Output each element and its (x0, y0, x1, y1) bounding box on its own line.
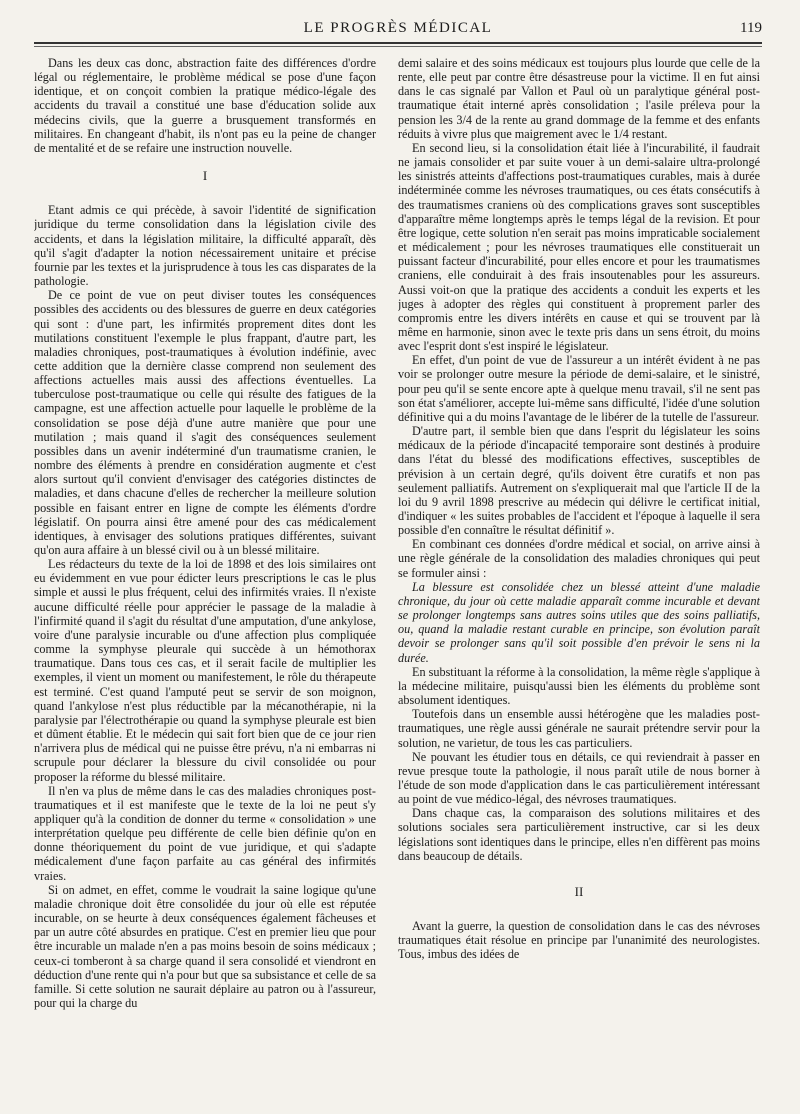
paragraph: En second lieu, si la consolidation était liée à l'incurabilité, il faudrait ne jamais consolider et par suite vouer à un demi-salaire ultra-prolongé les sinistrés atteints d'affections post-traumatiques curables, mais à durée indéterminée comme les névroses traumatiques, ou ces états consécutifs à des traumatismes craniens où des complications graves sont susceptibles d'apparaître même longtemps après le temps légal de la revision. Et pour être logique, cette solution n'en serait pas moins impraticable socialement et médicalement ; pour les névroses traumatiques elle constituerait un puissant facteur d'incurabilité, pour elles encore et pour les traumatismes craniens, elle conduirait à des frais insoutenables pour les assureurs. Aussi voit-on que la pratique des accidents a conduit les experts et les juges à adopter des règles qui constituent à proprement parler des compromis entre les divers intérêts en cause et qui se trouvent par là même en harmonie, sinon avec le texte pris dans un sens étroit, du moins avec l'esprit dont s'est inspiré le législateur. (398, 140, 760, 354)
paragraph: Avant la guerre, la question de consolidation dans le cas des névroses traumatiques était résolue en principe par l'unanimité des neurologistes. Tous, imbus des idées de (398, 919, 760, 962)
header-rule-thin (34, 46, 762, 47)
section-heading-ii: II (574, 883, 584, 899)
paragraph: Si on admet, en effet, comme le voudrait la saine logique qu'une maladie chronique doit être consolidée du jour où elle est réputée incurable, on se heurte à deux conséquences également fâcheuses et par un autre côté absurdes en pratique. C'est en premier lieu que pour être incurable un malade n'en a pas moins besoin de soins médicaux ; ceux-ci tomberont à sa charge quand il sera consolidé et viendront en déduction d'une rente qui n'a pour but que sa subsistance et celle de sa famille. Si cette solution ne saurait déplaire au patron ou à l'assureur, pour qui la charge du (34, 882, 376, 1010)
paragraph: Dans les deux cas donc, abstraction faite des différences d'ordre légal ou réglementaire, le problème médical se pose d'une façon identique, et on conçoit combien la pratique médico-légale des accidents du travail a constitué une base d'éducation solide aux médecins civils, que la guerre a brusquement transformés en militaires. En changeant d'habit, ils n'ont pas eu la peine de changer de mentalité et de se refaire une instruction nouvelle. (34, 56, 376, 155)
running-header (34, 16, 762, 42)
paragraph: De ce point de vue on peut diviser toutes les conséquences possibles des accidents ou des blessures de guerre en deux catégories qui sont : d'une part, les infirmités proprement dites dont les mutilations constituent l'exemple le plus frappant, d'autre part, les maladies chroniques, post-traumatiques à évolution indéfinie, avec cette addition que la dernière classe comprend non seulement des affections actuelles mais aussi des affections éventuelles. La tuberculose post-traumatique ou celle qui résulte des fatigues de la campagne, est une affection actuelle pour laquelle le problème de la consolidation se pose déjà d'une autre manière que pour une mutilation ; mais quand il s'agit des conséquences seulement possibles dans un avenir indéterminé d'un traumatisme cranien, le nombre des éléments à prendre en considération augmente et c'est alors surtout qu'il convient d'envisager des catégories distinctes de maladies, et dans chacune d'elles de rechercher la meilleure solution possible en faisant entrer en ligne de compte les éléments d'ordre législatif. On pourra ainsi être amené pour des cas médicalement identiques, à envisager des solutions pratiques différentes, suivant qu'on aura affaire à un blessé civil ou à un blessé militaire. (34, 288, 376, 557)
left-column (34, 56, 376, 1106)
paragraph: demi salaire et des soins médicaux est toujours plus lourde que celle de la rente, elle peut par contre être désastreuse pour la victime. Il en fut ainsi dans le cas signalé par Vallon et Paul où un paralytique général post-traumatique était interné après consolidation ; l'asile préleva pour la pension les 3/4 de la rente au grand dommage de la femme et des enfants réduits à vivre plus que maigrement avec le 1/4 restant. (398, 56, 760, 141)
paragraph: D'autre part, il semble bien que dans l'esprit du législateur les soins médicaux de la période d'incapacité temporaire sont destinés à produire dans l'état du blessé des modifications effectives, susceptibles de prévision à un certain degré, qu'ils doivent être curatifs et non pas seulement palliatifs. Autrement on s'expliquerait mal que l'article II de la loi du 9 avril 1898 prescrive au médecin qui délivre le certificat initial, d'indiquer « les suites probables de l'accident et l'époque à laquelle il sera possible d'en connaître le résultat définitif ». (398, 424, 760, 538)
paragraph: Toutefois dans un ensemble aussi hétérogène que les maladies post-traumatiques, une règle aussi générale ne saurait prétendre servir pour la solution, ne varietur, de tous les cas particuliers. (398, 707, 760, 750)
running-title: LE PROGRÈS MÉDICAL (303, 20, 493, 36)
paragraph: Dans chaque cas, la comparaison des solutions militaires et des solutions sociales sera particulièrement instructive, car si les deux législations sont identiques dans le principe, elles n'en diffèrent pas moins dans beaucoup de détails. (398, 806, 760, 863)
paragraph: Etant admis ce qui précède, à savoir l'identité de signification juridique du terme consolidation dans la législation civile des accidents, et dans la législation militaire, la difficulté apparaît, dès qu'il s'agit d'adapter la notion nécessairement unitaire et précise fournie par les textes et la jurisprudence à tous les cas disparates de la pathologie. (34, 203, 376, 289)
section-heading-i: I (202, 168, 208, 184)
paragraph: Il n'en va plus de même dans le cas des maladies chroniques post-traumatiques et il est manifeste que le texte de la loi ne peut s'y appliquer qu'à la condition de donner du terme « consolidation » une interprétation quelque peu différente de celle bien définie qu'on en donne théoriquement du point de vue juridique, et qui s'adapte médicalement d'une façon parfaite au cas général des infirmités vraies. (34, 783, 376, 883)
paragraph: Ne pouvant les étudier tous en détails, ce qui reviendrait à passer en revue presque toute la pathologie, il nous paraît utile de nous borner à l'étude de son mode d'application dans le cas particulièrement intéressant au point de vue médico-légal, des névroses traumatiques. (398, 749, 760, 807)
page-number: 119 (740, 20, 762, 36)
paragraph: En combinant ces données d'ordre médical et social, on arrive ainsi à une règle générale de la consolidation des maladies chroniques qui peut se formuler ainsi : (398, 537, 760, 580)
right-column (398, 56, 760, 1106)
header-rule-thick (34, 42, 762, 44)
paragraph: En effet, d'un point de vue de l'assureur a un intérêt évident à ne pas voir se prolonger outre mesure la période de demi-salaire, et le sinistré, pour peu qu'il se sente encore apte à quelque menu travail, s'il ne sent pas son état s'améliorer, accepte lui-même sans difficulté, l'idée d'une solution définitive qui a du moins l'avantage de le libérer de la tutelle de l'assureur. (398, 353, 760, 424)
paragraph: En substituant la réforme à la consolidation, la même règle s'applique à la médecine militaire, puisqu'aussi bien les éléments du problème sont absolument identiques. (398, 664, 760, 708)
paragraph: Les rédacteurs du texte de la loi de 1898 et des lois similaires ont eu évidemment en vue pour édicter leurs prescriptions le cas le plus simple et aussi le plus fréquent, celui des infirmités vraies. Il n'existe aucune difficulté réelle pour apprécier le passage de la maladie à l'infirmité quand il s'agit du résultat d'une amputation, d'une ankylose, voire d'une paralysie incurable ou d'une affection plus compliquée comme la symphyse pleurale qui succède à un hémothorax traumatique. Dans tous ces cas, et il serait facile de multiplier les exemples, il vient un moment ou manifestement, le rôle du thérapeute est terminé. C'est quand l'amputé peut se servir de son moignon, quand l'ankylose n'est plus réductible par la mécanothérapie, ni la paralysie par l'électrothérapie ou quand la symphyse pleurale est bien et dûment établie. Et le médecin qui sait fort bien que de ce jour rien n'arrivera plus de médical qui ne puisse être prévu, n'a ni embarras ni scrupule pour déclarer la blessure du civil consolidée ou pour proposer la réforme du blessé militaire. (34, 557, 376, 784)
italic-rule-statement: La blessure est consolidée chez un blessé atteint d'une maladie chronique, du jour où cette maladie apparaît comme incurable et devant se prolonger longtemps sans autres soins utiles que des soins palliatifs, ou, quand la maladie restant curable en principe, son évolution paraît devoir se prolonger sans qu'il soit possible d'en prévoir le sens ni la durée. (398, 579, 760, 665)
